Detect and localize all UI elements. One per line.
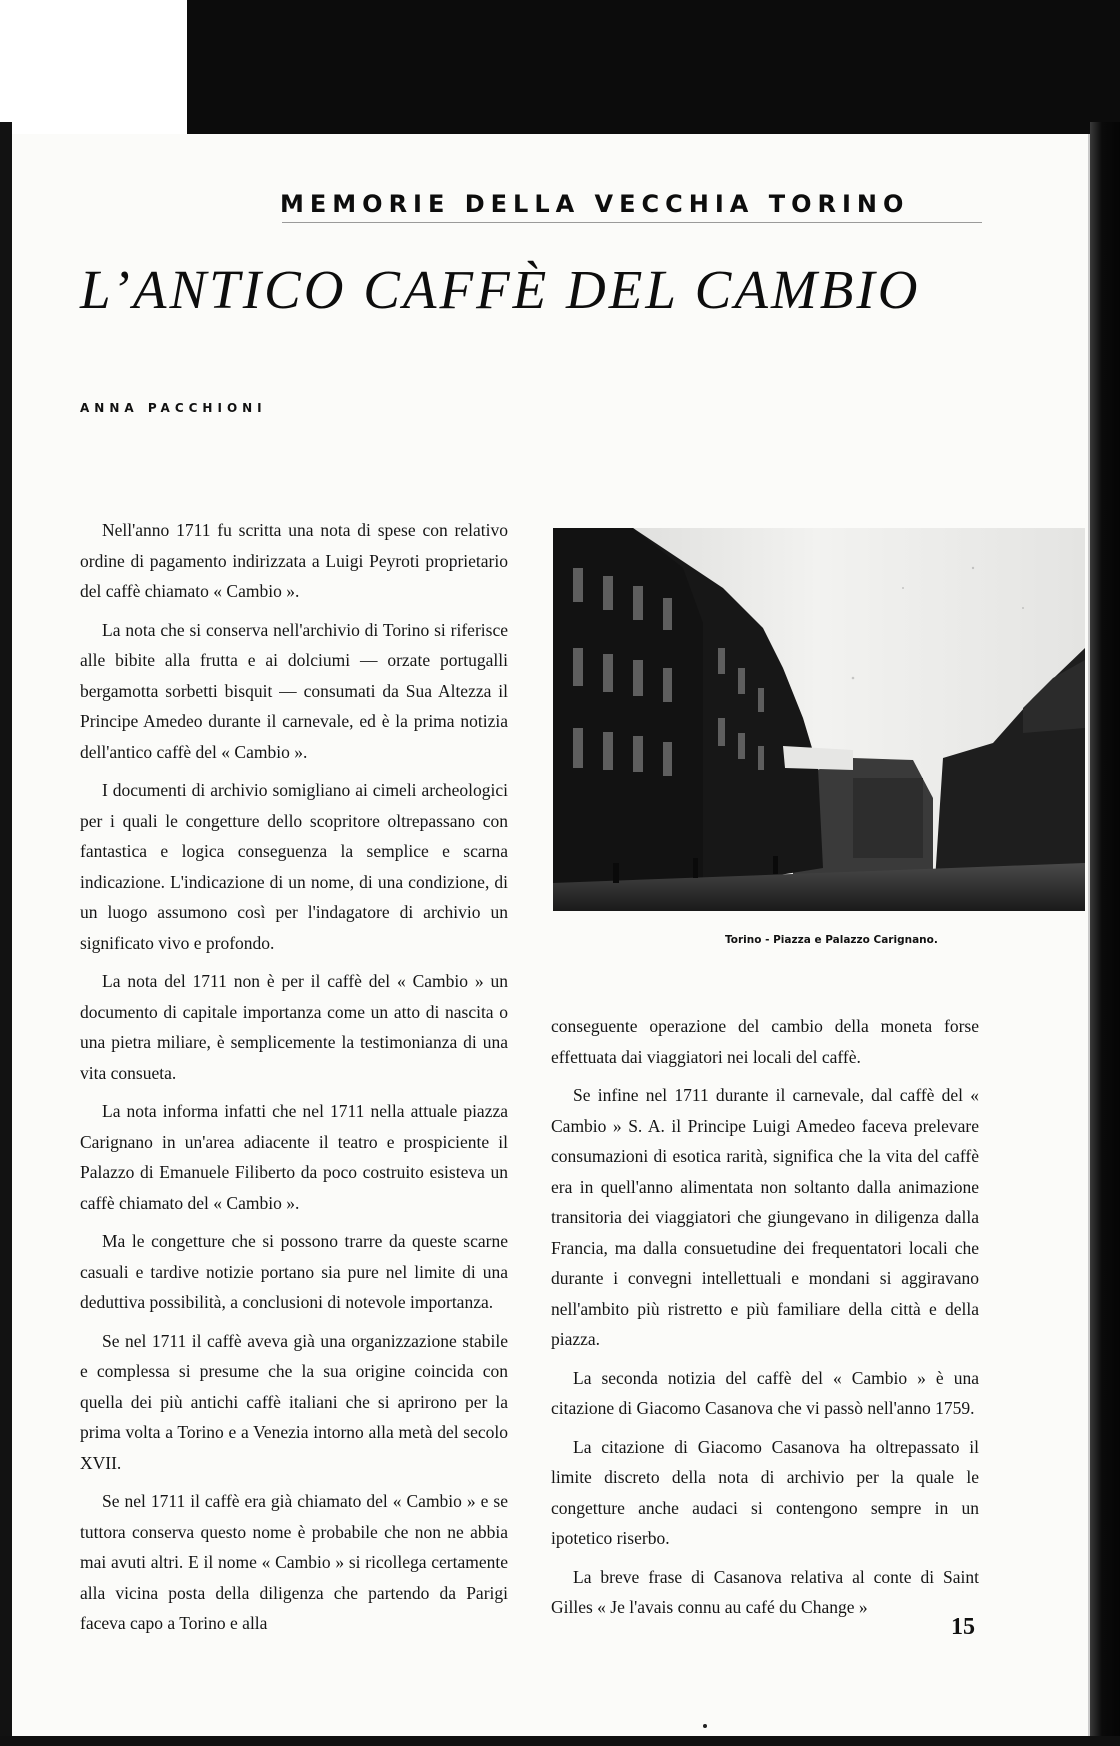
paragraph: La seconda notizia del caffè del « Cambio » è una citazione di Giacomo Casanova che vi passò nell'anno 1759. [551,1367,979,1418]
series-heading: MEMORIE DELLA VECCHIA TORINO [280,190,910,218]
photo-caption: Torino - Piazza e Palazzo Carignano. [725,934,938,946]
scan-border-bottom [0,1736,1120,1746]
paragraph: La nota del 1711 non è per il caffè del « Cambio » un documento di capitale importanza come un atto di nascita o una pietra miliare, è semplicemente la testimonianza di una vita consueta. [80,971,508,1083]
right-text-column [551,1011,979,1631]
scan-speck [703,1724,707,1728]
scan-border-right [1090,122,1120,1746]
left-text-column [80,515,508,1647]
paragraph: I documenti di archivio somigliano ai cimeli archeologici per i quali le congetture dello scopritore oltrepassano con fantastica e logica conseguenza la semplice e scarna indicazione. L'indicazione di un nome, di una condizione, di un luogo assumono così per l'indagatore di archivio un significato vivo e profondo. [80,780,508,953]
paragraph: La nota che si conserva nell'archivio di Torino si riferisce alle bibite alla frutta e ai dolciumi — orzate portugalli bergamotta sorbetti bisquit — consumati da Sua Altezza il Principe Amedeo durante il carnevale, ed è la prima notizia dell'antico caffè del « Cambio ». [80,619,508,762]
paragraph: La citazione di Giacomo Casanova ha oltrepassato il limite discreto della nota di archivio per la quale le congetture anche audaci si contengono sempre in un ipotetico riserbo. [551,1436,979,1548]
paragraph: Ma le congetture che si possono trarre da queste scarne casuali e tardive notizie portano sia pure nel limite di una deduttiva possibilità, a conclusioni di notevole importanza. [80,1231,508,1312]
scan-border-left [0,122,12,1746]
scan-border-top [187,0,1120,136]
paragraph: Nell'anno 1711 fu scritta una nota di spese con relativo ordine di pagamento indirizzata a Luigi Peyroti proprietario del caffè chiamato « Cambio ». [80,520,508,601]
paragraph: Se infine nel 1711 durante il carnevale, dal caffè del « Cambio » S. A. il Principe Luigi Amedeo faceva prelevare consumazioni di esotica rarità, significa che la vita del caffè era in quell'anno alimentata non soltanto dalla animazione transitoria dei viaggiatori che giungevano in diligenza dalla Francia, ma dalla consuetudine dei frequentatori locali che durante i convegni intellettuali e mondani si aggiravano nell'ambito più ristretto e più familiare della città e della piazza. [551,1085,979,1349]
paragraph: Se nel 1711 il caffè aveva già una organizzazione stabile e complessa si presume che la sua origine coincida con quella dei più antichi caffè italiani che si aprirono per la prima volta a Torino e a Venezia intorno alla metà del secolo XVII. [80,1330,508,1473]
paragraph: La nota informa infatti che nel 1711 nella attuale piazza Carignano in un'area adiacente il teatro e prospiciente il Palazzo di Emanuele Filiberto da poco costruito esisteva un caffè chiamato del « Cambio ». [80,1101,508,1213]
paragraph: La breve frase di Casanova relativa al conte di Saint Gilles « Je l'avais connu au café du Change » [551,1566,979,1617]
article-title: L’ANTICO CAFFÈ DEL CAMBIO [80,259,921,320]
page-number: 15 [951,1614,975,1640]
series-underline [282,222,982,223]
paragraph: Se nel 1711 il caffè era già chiamato del « Cambio » e se tuttora conserva questo nome è probabile che non ne abbia mai avuti altri. E il nome « Cambio » si ricollega certamente alla vicina posta della diligenza che partendo da Parigi faceva capo a Torino e alla [80,1491,508,1633]
article-author: ANNA PACCHIONI [80,401,267,415]
paragraph: conseguente operazione del cambio della moneta forse effettuata dai viaggiatori nei locali del caffè. [551,1016,979,1067]
photo-piazza-carignano [553,528,1085,911]
